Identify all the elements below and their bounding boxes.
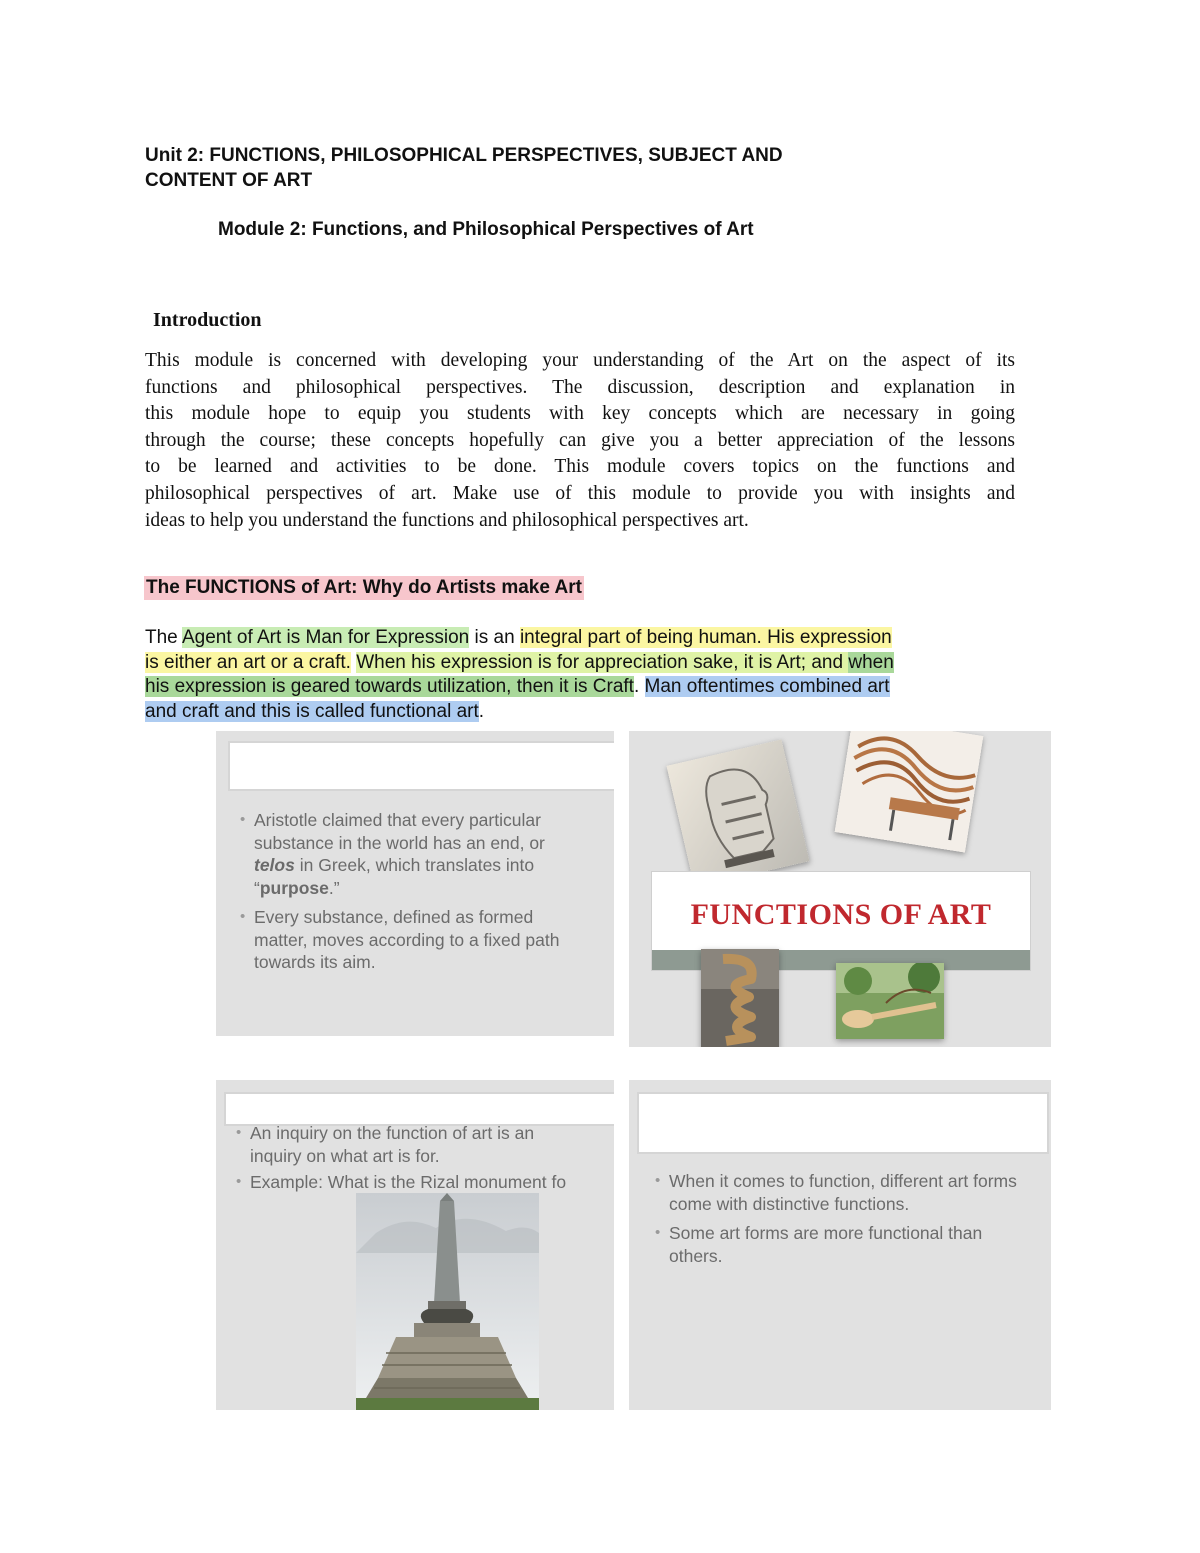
highlight-lime: When his expression is for appreciation sake (356, 651, 734, 673)
unit-title-line2: CONTENT OF ART (145, 170, 313, 191)
bullet-text: Aristotle claimed that every particular substance in the world has an end, or (254, 810, 545, 853)
para-line-2 (145, 651, 1020, 676)
para-line-1 (145, 626, 1020, 651)
bullet-item: • When it comes to function, different art forms come with distinctive functions. (655, 1170, 1025, 1215)
agent-paragraph (145, 626, 1020, 724)
text-segment: . (633, 676, 645, 697)
highlight-blue: Man oftentimes combined art (644, 676, 890, 697)
banner-title: FUNCTIONS OF ART (690, 898, 992, 931)
module-title: Module 2: Functions, and Philosophical Perspectives of Art (218, 219, 754, 240)
bullet-emphasis: purpose (259, 877, 329, 898)
text-segment: The (145, 627, 182, 648)
highlight-blue: and craft and this is called functional art (145, 700, 479, 722)
spoon-bench-image (836, 963, 944, 1039)
highlight-green-dark: his expression is geared towards utilization, then it is Craft (145, 676, 634, 697)
highlight-yellow: . (756, 627, 768, 648)
bullet-item: • Some art forms are more functional than others. (655, 1222, 1025, 1267)
introduction-body (145, 348, 1015, 534)
slide-title-box (224, 1092, 614, 1126)
wave-bench-image (835, 731, 984, 853)
unit-title-line1: Unit 2: FUNCTIONS, PHILOSOPHICAL PERSPECTIVES, SUBJECT AND (145, 145, 783, 166)
unit-title (145, 143, 905, 193)
functions-heading: The FUNCTIONS of Art: Why do Artists make Art (146, 577, 582, 598)
intro-line: to be learned and activities to be done. This module covers topics on the functions and (145, 456, 1015, 478)
intro-line: through the course; these concepts hopefully can give you a better appreciation of the lessons (145, 429, 1015, 451)
wiggle-chair-image (701, 949, 779, 1047)
bullet-item: • Example: What is the Rizal monument fo (236, 1171, 614, 1194)
rizal-monument-image (356, 1193, 539, 1410)
highlight-yellow: is either an art or a craft. (145, 651, 351, 673)
intro-line: functions and philosophical perspectives. The discussion, description and explanation in (145, 376, 1015, 398)
bullet-text: .” (328, 877, 340, 898)
slide-distinctive-functions (629, 1080, 1051, 1410)
bullet-item (240, 809, 590, 899)
intro-line: this module hope to equip you students with key concepts which are necessary in going (145, 403, 1015, 425)
slide-inquiry (216, 1080, 614, 1410)
bullet-item: • An inquiry on the function of art is an inquiry on what art is for. (236, 1122, 590, 1167)
intro-line: ideas to help you understand the functions and philosophical perspectives art. (145, 509, 749, 531)
text-segment: is an (469, 627, 520, 648)
bullet-item: • Every substance, defined as formed matter, moves according to a fixed path towards its aim. (240, 906, 590, 974)
slide-bullets (655, 1170, 1025, 1274)
highlight-green-dark: when (848, 651, 894, 673)
para-line-3 (145, 675, 1020, 700)
slide-bullets (240, 809, 590, 981)
slide-title-box (637, 1092, 1049, 1154)
head-shelf-sculpture-image (666, 739, 809, 887)
bullet-text: in Greek, which translates into “ (254, 855, 535, 898)
text-segment: . (478, 700, 485, 722)
slide-aristotle (216, 731, 614, 1036)
introduction-heading: Introduction (153, 309, 262, 331)
para-line-4 (145, 700, 1020, 725)
intro-line: This module is concerned with developing your understanding of the Art on the aspect of its (145, 350, 1015, 371)
slide-bullets (236, 1122, 614, 1201)
highlight-green: Agent of Art is Man for Expression (181, 627, 470, 648)
slide-title-box (228, 741, 614, 791)
bullet-emphasis: telos (254, 855, 295, 875)
highlight-yellow: integral part of being human (519, 627, 757, 648)
slide-functions-of-art (629, 731, 1051, 1047)
intro-line: philosophical perspectives of art. Make use of this module to provide you with insights and (145, 482, 1015, 504)
highlight-yellow: His expression (767, 627, 892, 648)
highlight-lime: , it is Art; and (733, 651, 849, 673)
